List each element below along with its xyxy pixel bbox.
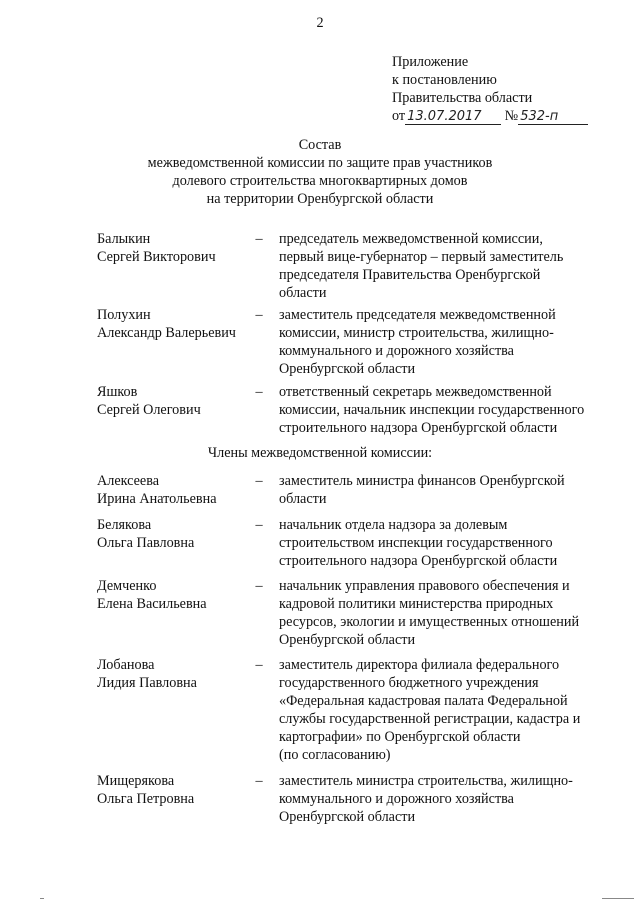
role-line: (по согласованию) <box>279 747 391 763</box>
member-given-name: Александр Валерьевич <box>97 325 236 341</box>
role-line: строительством инспекции государственного <box>279 535 553 551</box>
member-name <box>97 577 247 613</box>
member-surname: Мищерякова <box>97 773 175 789</box>
dash: – <box>255 517 263 533</box>
number-prefix: № <box>504 108 519 124</box>
role-line: председателя Правительства Оренбургской <box>279 267 541 283</box>
role-line: строительного надзора Оренбургской области <box>279 420 558 436</box>
handwritten-date: 13.07.2017 <box>405 110 501 125</box>
appendix-block <box>392 53 622 125</box>
member-given-name: Сергей Викторович <box>97 249 216 265</box>
member-role <box>279 772 619 826</box>
appendix-line-2: к постановлению <box>392 72 497 88</box>
member-surname: Лобанова <box>97 657 155 673</box>
role-line: картографии» по Оренбургской области <box>279 729 521 745</box>
role-line: «Федеральная кадастровая палата Федеральной <box>279 693 568 709</box>
role-line: Оренбургской области <box>279 809 416 825</box>
appendix-line-3: Правительства области <box>392 90 533 106</box>
dash: – <box>255 384 263 400</box>
title-line-4: на территории Оренбургской области <box>206 191 434 207</box>
title-line-1: Состав <box>298 137 342 153</box>
dash: – <box>255 473 263 489</box>
scan-mark <box>40 898 44 899</box>
member-given-name: Ольга Петровна <box>97 791 195 807</box>
role-line: области <box>279 285 327 301</box>
role-line: комиссии, министр строительства, жилищно- <box>279 325 554 341</box>
member-surname: Балыкин <box>97 231 151 247</box>
member-surname: Белякова <box>97 517 152 533</box>
role-line: начальник отдела надзора за долевым <box>279 517 508 533</box>
document-title <box>0 136 640 208</box>
page-number: 2 <box>316 15 324 31</box>
role-line: службы государственной регистрации, кадастра и <box>279 711 581 727</box>
member-role <box>279 306 619 378</box>
member-name <box>97 230 247 266</box>
dash: – <box>255 773 263 789</box>
member-given-name: Ольга Павловна <box>97 535 195 551</box>
member-given-name: Ирина Анатольевна <box>97 491 217 507</box>
from-prefix: от <box>392 108 406 124</box>
role-line: коммунального и дорожного хозяйства <box>279 791 514 807</box>
role-line: области <box>279 491 327 507</box>
member-role <box>279 230 619 302</box>
members-heading: Члены межведомственной комиссии: <box>207 445 433 461</box>
dash: – <box>255 657 263 673</box>
member-surname: Полухин <box>97 307 151 323</box>
role-line: ответственный секретарь межведомственной <box>279 384 552 400</box>
appendix-line-1: Приложение <box>392 54 469 70</box>
dash: – <box>255 307 263 323</box>
role-line: Оренбургской области <box>279 632 416 648</box>
member-name <box>97 472 247 508</box>
role-line: коммунального и дорожного хозяйства <box>279 343 514 359</box>
role-line: государственного бюджетного учреждения <box>279 675 539 691</box>
role-line: заместитель директора филиала федерального <box>279 657 560 673</box>
title-line-3: долевого строительства многоквартирных домов <box>172 173 468 189</box>
role-line: кадровой политики министерства природных <box>279 596 554 612</box>
role-line: заместитель председателя межведомственной <box>279 307 556 323</box>
member-given-name: Лидия Павловна <box>97 675 197 691</box>
handwritten-number: 532-п <box>518 110 588 125</box>
role-line: первый вице-губернатор – первый заместитель <box>279 249 564 265</box>
role-line: комиссии, начальник инспекции государственного <box>279 402 585 418</box>
dash: – <box>255 231 263 247</box>
role-line: строительного надзора Оренбургской области <box>279 553 558 569</box>
role-line: Оренбургской области <box>279 361 416 377</box>
member-name <box>97 516 247 552</box>
member-role <box>279 656 619 764</box>
role-line: заместитель министра строительства, жилищно- <box>279 773 573 789</box>
scan-mark <box>602 898 634 899</box>
member-name <box>97 772 247 808</box>
member-role <box>279 383 619 437</box>
member-role <box>279 577 619 649</box>
member-surname: Алексеева <box>97 473 160 489</box>
member-name <box>97 306 247 342</box>
member-given-name: Сергей Олегович <box>97 402 201 418</box>
member-role <box>279 516 619 570</box>
title-line-2: межведомственной комиссии по защите прав участников <box>147 155 493 171</box>
role-line: начальник управления правового обеспечения и <box>279 578 570 594</box>
member-name <box>97 656 247 692</box>
role-line: председатель межведомственной комиссии, <box>279 231 543 247</box>
member-role <box>279 472 619 508</box>
member-given-name: Елена Васильевна <box>97 596 207 612</box>
appendix-date-line <box>392 107 622 125</box>
role-line: ресурсов, экологии и имущественных отношений <box>279 614 580 630</box>
member-surname: Демченко <box>97 578 157 594</box>
member-name <box>97 383 247 419</box>
role-line: заместитель министра финансов Оренбургской <box>279 473 565 489</box>
member-surname: Яшков <box>97 384 138 400</box>
dash: – <box>255 578 263 594</box>
